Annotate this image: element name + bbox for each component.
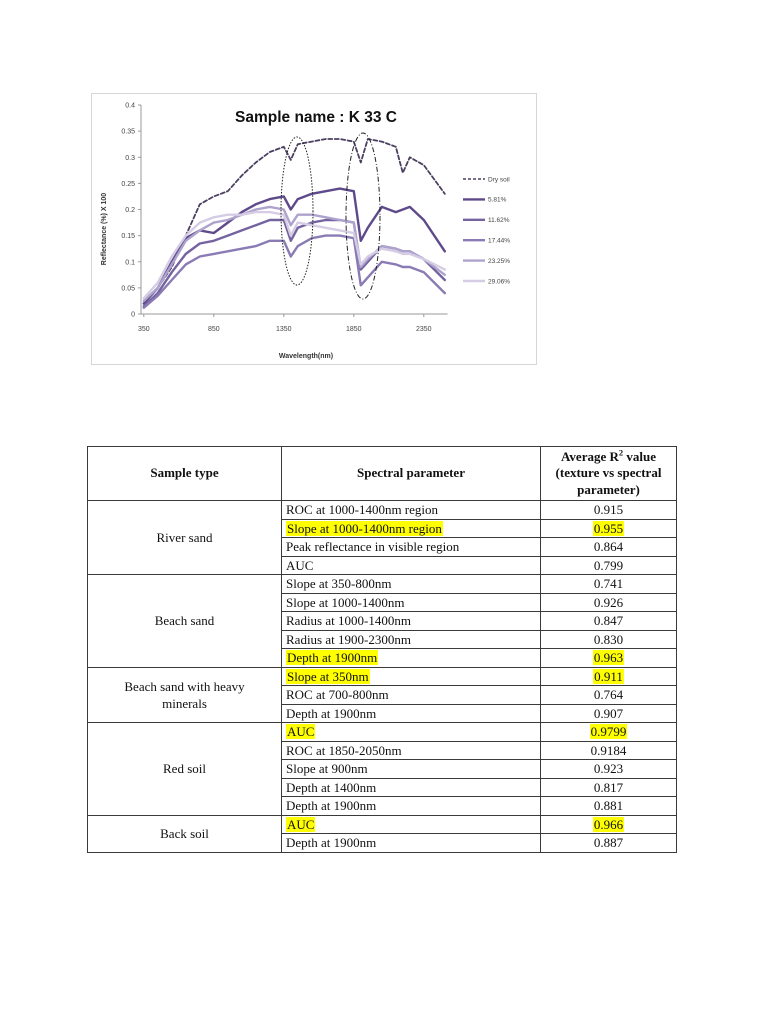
dotted-ellipse-annotation [281,137,313,285]
parameter-cell [282,501,541,520]
value-cell [541,538,677,557]
parameter-cell [282,630,541,649]
value-cell [541,612,677,631]
r2-results-table [87,446,677,853]
sample-type-cell: River sand [88,501,282,575]
legend-label-29-06: 29.06% [488,278,511,286]
value-cell [541,556,677,575]
table-row [88,815,677,834]
table-header-row [88,447,677,501]
parameter-cell [282,760,541,779]
x-tick-label: 1850 [346,326,362,333]
x-axis-label: Wavelength(nm) [278,353,334,360]
parameter-cell [282,723,541,742]
parameter-text: Peak reflectance in visible region [286,539,460,555]
value-cell [541,630,677,649]
header-texture-line: (texture vs spectral [555,465,662,481]
header-parameter-line: parameter) [577,481,640,497]
legend-label-17-44: 17.44% [488,237,511,245]
value-text: 0.926 [593,594,624,610]
header-sample-type: Sample type [88,447,282,501]
parameter-text-highlighted: AUC [287,724,315,740]
header-spectral-parameter: Spectral parameter [282,447,541,501]
parameter-cell [282,575,541,594]
value-text: 0.907 [593,705,624,721]
x-tick-label: 850 [207,326,220,333]
value-text: 0.915 [593,502,624,518]
parameter-cell [282,612,541,631]
value-cell [541,815,677,834]
plot-area [121,103,447,334]
value-cell [541,519,677,538]
table-row [88,723,677,742]
parameter-cell [282,778,541,797]
parameter-cell [282,741,541,760]
parameter-text: Radius at 1900-2300nm [286,631,411,647]
parameter-text: Depth at 1900nm [286,798,377,814]
parameter-text: Radius at 1000-1400nm [286,613,411,629]
value-cell [541,797,677,816]
parameter-text: Slope at 350-800nm [286,576,392,592]
value-cell [541,575,677,594]
parameter-cell [282,797,541,816]
value-text: 0.741 [593,576,624,592]
parameter-cell [282,815,541,834]
sample-type-cell: Beach sand [88,575,282,668]
legend-label-dry-soil: Dry soil [488,176,510,184]
value-text-highlighted: 0.911 [594,668,623,684]
x-tick-label: 2350 [416,326,432,333]
parameter-text-highlighted: Slope at 350nm [287,668,369,684]
x-tick-label: 1350 [276,326,292,333]
legend-label-23-25: 23.25% [488,257,511,265]
value-text: 0.923 [593,761,624,777]
parameter-cell [282,556,541,575]
y-tick-label: 0.1 [125,259,135,267]
y-axis-label: Reflectance (%) X 100 [101,192,108,266]
value-text: 0.887 [593,835,624,851]
parameter-cell [282,667,541,686]
parameter-text: Slope at 1000-1400nm [286,594,405,610]
parameter-text: Depth at 1400nm [286,779,377,795]
parameter-text-highlighted: Depth at 1900nm [287,650,378,666]
value-cell [541,667,677,686]
parameter-text: Depth at 1900nm [286,835,377,851]
parameter-cell [282,519,541,538]
value-cell [541,704,677,723]
value-text: 0.847 [593,613,624,629]
reflectance-chart [92,94,536,364]
header-value-word: value [623,448,656,464]
parameter-text-highlighted: AUC [287,816,315,832]
value-cell [541,723,677,742]
header-average-r2-value [541,447,677,501]
sample-type-cell: Back soil [88,815,282,852]
table-row [88,501,677,520]
parameter-text-highlighted: Slope at 1000-1400nm region [287,520,442,536]
value-cell [541,501,677,520]
parameter-cell [282,834,541,853]
y-tick-label: 0.35 [121,128,135,136]
parameter-cell [282,686,541,705]
y-tick-label: 0.05 [121,285,135,293]
value-text: 0.830 [593,631,624,647]
series-line-5-81 [144,189,445,304]
value-text: 0.9184 [590,742,627,758]
value-text: 0.817 [593,779,624,795]
value-text: 0.881 [593,798,624,814]
y-tick-label: 0.25 [121,180,135,188]
sample-type-cell: Red soil [88,723,282,816]
value-cell [541,741,677,760]
value-text-highlighted: 0.955 [593,520,624,536]
parameter-cell [282,538,541,557]
parameter-text: ROC at 1000-1400nm region [286,502,439,518]
value-cell [541,649,677,668]
y-tick-label: 0.2 [125,207,135,214]
parameter-text: Depth at 1900nm [286,705,377,721]
chart-title: Sample name : K 33 C [235,109,397,126]
parameter-cell [282,704,541,723]
y-tick-label: 0.4 [125,102,135,110]
series-line-17-44 [144,236,445,308]
value-text-highlighted: 0.966 [593,816,624,832]
value-cell [541,834,677,853]
y-tick-label: 0.15 [121,233,135,241]
parameter-text: ROC at 700-800nm [286,687,389,703]
series-line-29-06 [144,212,445,298]
value-text-highlighted: 0.963 [593,650,624,666]
value-text-highlighted: 0.9799 [590,724,627,740]
value-cell [541,778,677,797]
y-tick-label: 0 [131,311,135,319]
reflectance-chart-figure [91,93,537,365]
value-cell [541,593,677,612]
value-cell [541,686,677,705]
x-tick-label: 350 [137,326,150,333]
legend-label-11-62: 11.62% [488,217,510,225]
y-tick-label: 0.3 [125,154,135,162]
chart-legend [463,176,510,285]
header-r2-superscript: 2 [618,447,624,458]
sample-type-cell: Beach sand with heavy minerals [88,667,282,723]
value-cell [541,760,677,779]
parameter-text: AUC [286,557,314,573]
legend-label-5-81: 5.81% [488,196,507,204]
parameter-text: Slope at 900nm [286,761,368,777]
value-text: 0.799 [593,557,624,573]
table-row [88,575,677,594]
header-r2-label: Average R [561,448,619,464]
table-row [88,667,677,686]
parameter-cell [282,593,541,612]
parameter-cell [282,649,541,668]
parameter-text: ROC at 1850-2050nm [286,742,402,758]
value-text: 0.864 [593,539,624,555]
value-text: 0.764 [593,687,624,703]
